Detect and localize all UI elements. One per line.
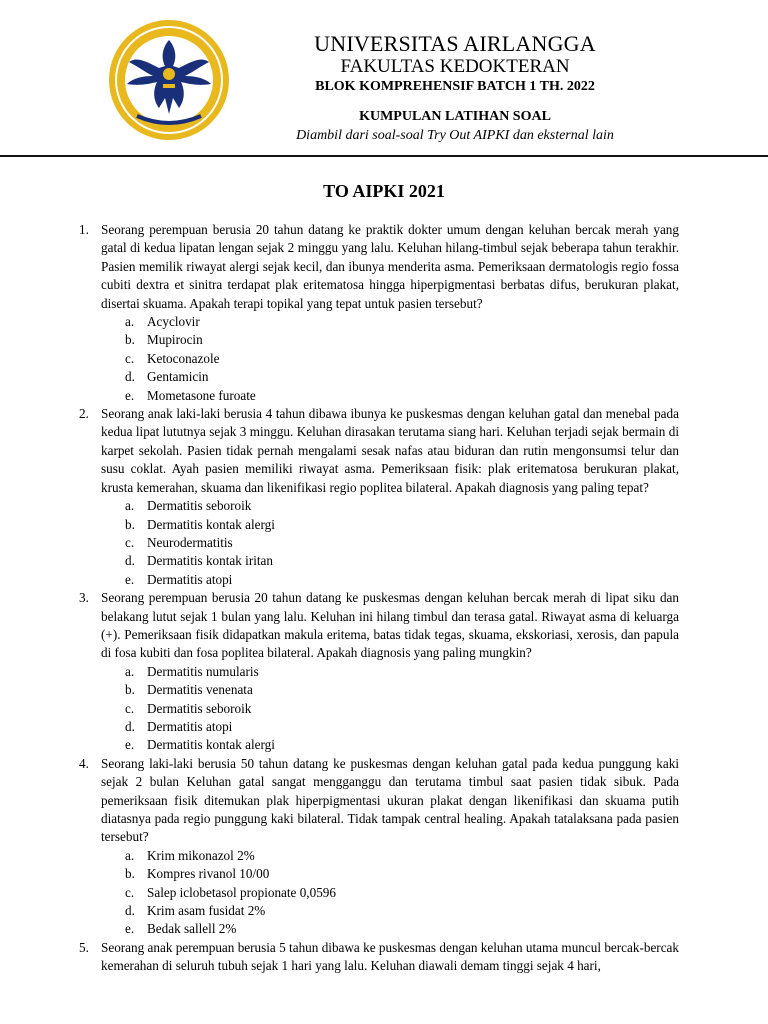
option-text: Dermatitis venenata <box>147 682 253 698</box>
option-letter: b. <box>125 866 135 882</box>
option-text: Dermatitis atopi <box>147 571 233 587</box>
option-text: Mupirocin <box>147 332 203 348</box>
option-text: Dermatitis seboroik <box>147 700 252 716</box>
option-letter: c. <box>125 700 135 716</box>
question-item <box>75 589 679 663</box>
option-letter: a. <box>125 663 135 679</box>
collection-subtitle: Diambil dari soal-soal Try Out AIPKI dan eksternal lain <box>296 128 614 143</box>
option-text: Dermatitis atopi <box>147 718 233 734</box>
question-item <box>75 939 679 976</box>
answer-option <box>75 847 679 865</box>
answer-option <box>75 387 679 405</box>
answer-option <box>75 681 679 699</box>
answer-option <box>75 700 679 718</box>
question-number: 3. <box>79 590 89 606</box>
collection-title: KUMPULAN LATIHAN SOAL <box>359 109 551 124</box>
question-text: Seorang perempuan berusia 20 tahun datang ke puskesmas dengan keluhan bercak merah di lipat siku dan belakang lutut sejak 1 bulan yang lalu. Keluhan ini hilang timbul dan terasa gatal. Riwayat asma di keluarga (+). Pemeriksaan fisik didapatkan makula eritema, batas tidak tegas, skuama, ekskoriasi, xerosis, dan papula di fosa kubiti dan fosa poplitea bilateral. Apakah diagnosis yang paling mungkin? <box>101 590 679 661</box>
option-text: Dermatitis kontak alergi <box>147 516 275 532</box>
answer-option <box>75 718 679 736</box>
option-letter: e. <box>125 737 135 753</box>
option-letter: a. <box>125 498 135 514</box>
block-title: BLOK KOMPREHENSIF BATCH 1 TH. 2022 <box>315 79 595 94</box>
answer-option <box>75 571 679 589</box>
option-text: Dermatitis seboroik <box>147 498 252 514</box>
option-text: Bedak sallell 2% <box>147 921 237 937</box>
option-letter: e. <box>125 387 135 403</box>
section-title: TO AIPKI 2021 <box>323 181 445 201</box>
question-text: Seorang perempuan berusia 20 tahun datang ke praktik dokter umum dengan keluhan bercak merah yang gatal di kedua lipatan lengan sejak 2 minggu yang lalu. Keluhan hilang-timbul sejak beberapa tahun terakhir. Pasien memilik riwayat alergi sejak kecil, dan ibunya menderita asma. Pemeriksaan dermatologis regio fossa cubiti dextra et sinitra terdapat plak eritematosa hingga hiperpigmentasi berbatas difus, berukuran plakat, disertai skuama. Apakah terapi topikal yang tepat untuk pasien tersebut? <box>101 222 679 311</box>
option-letter: b. <box>125 332 135 348</box>
option-letter: c. <box>125 534 135 550</box>
answer-option <box>75 663 679 681</box>
option-letter: d. <box>125 718 135 734</box>
question-number: 1. <box>79 222 89 237</box>
question-number: 4. <box>79 755 89 771</box>
answer-option <box>75 313 679 331</box>
question-list <box>75 221 679 976</box>
answer-option <box>75 368 679 386</box>
option-text: Krim asam fusidat 2% <box>147 903 266 919</box>
university-name: UNIVERSITAS AIRLANGGA <box>314 31 596 56</box>
answer-option <box>75 884 679 902</box>
answer-option <box>75 552 679 570</box>
question-text: Seorang laki-laki berusia 50 tahun datang ke puskesmas dengan keluhan gatal pada kedua punggung kaki sejak 2 bulan Keluhan gatal sangat mengganggu dan terutama timbul saat pasien tidak sibuk. Pada pemeriksaan fisik ditemukan plak hiperpigmentasi ukuran plakat dengan likenifikasi dan skuama putih diatasnya pada regio punggung kaki bilateral. Tidak tampak central healing. Apakah tatalaksana pada pasien tersebut? <box>101 755 679 845</box>
option-text: Dermatitis kontak iritan <box>147 553 273 569</box>
option-letter: c. <box>125 350 135 366</box>
answer-option <box>75 902 679 920</box>
option-letter: c. <box>125 884 135 900</box>
option-letter: d. <box>125 903 135 919</box>
answer-option <box>75 736 679 754</box>
question-item <box>75 221 679 313</box>
option-text: Kompres rivanol 10/00 <box>147 866 270 882</box>
option-text: Krim mikonazol 2% <box>147 847 255 863</box>
answer-option <box>75 350 679 368</box>
option-letter: a. <box>125 314 135 330</box>
question-text: Seorang anak laki-laki berusia 4 tahun dibawa ibunya ke puskesmas dengan keluhan gatal dan menebal pada kedua lipat lututnya sejak 3 minggu. Keluhan dirasakan terutama siang hari. Keluhan terjadi sejak bermain di karpet sekolah. Pasien tidak pernah mengalami sesak nafas atau biduran dan rutin mengonsumsi telur dan susu coklat. Ayah pasien memiliki riwayat asma. Pemeriksaan fisik: plak eritematosa berukuran plakat, krusta kemerahan, skuama dan likenifikasi regio poplitea bilateral. Apakah diagnosis yang paling tepat? <box>101 406 679 495</box>
option-letter: a. <box>125 847 135 863</box>
question-number: 2. <box>79 406 89 422</box>
option-letter: b. <box>125 682 135 698</box>
option-text: Acyclovir <box>147 314 200 330</box>
option-text: Gentamicin <box>147 369 209 385</box>
option-letter: e. <box>125 921 135 937</box>
option-text: Salep iclobetasol propionate 0,0596 <box>147 884 336 900</box>
question-item <box>75 755 679 847</box>
option-text: Dermatitis kontak alergi <box>147 737 275 753</box>
question-number: 5. <box>79 939 89 955</box>
option-text: Dermatitis numularis <box>147 663 259 679</box>
answer-option <box>75 534 679 552</box>
faculty-name: FAKULTAS KEDOKTERAN <box>340 56 570 77</box>
answer-option <box>75 516 679 534</box>
answer-option <box>75 865 679 883</box>
answer-option <box>75 497 679 515</box>
option-letter: d. <box>125 553 135 569</box>
answer-option <box>75 920 679 938</box>
option-text: Neurodermatitis <box>147 534 233 550</box>
option-text: Mometasone furoate <box>147 387 256 403</box>
option-text: Ketoconazole <box>147 350 220 366</box>
answer-option <box>75 331 679 349</box>
garuda-seal-icon <box>107 18 231 142</box>
option-letter: b. <box>125 516 135 532</box>
question-item <box>75 405 679 497</box>
option-letter: d. <box>125 369 135 385</box>
option-letter: e. <box>125 571 135 587</box>
header-divider <box>0 155 768 157</box>
question-text: Seorang anak perempuan berusia 5 tahun dibawa ke puskesmas dengan keluhan utama muncul bercak-bercak kemerahan di seluruh tubuh sejak 1 hari yang lalu. Keluhan diawali demam tinggi sejak 4 hari, <box>101 939 679 974</box>
